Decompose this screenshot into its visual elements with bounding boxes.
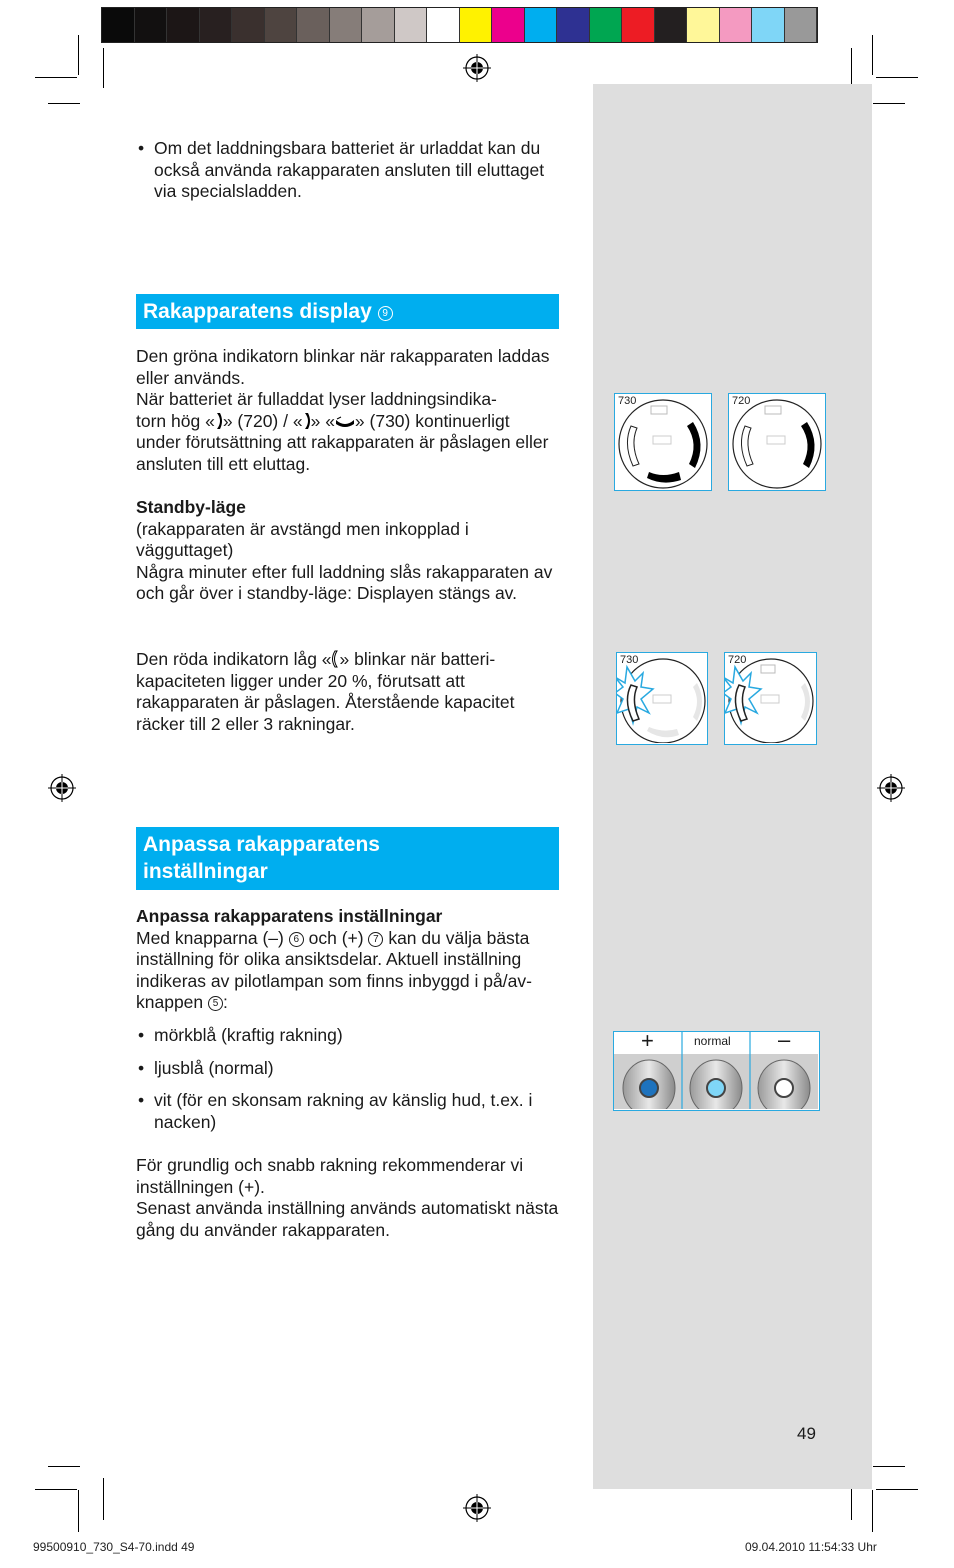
- bullet-text: Om det laddningsbara batteriet är urladdat kan du också använda rakapparaten ansluten till eluttaget via specialsladden.: [154, 138, 545, 202]
- model-label: 720: [732, 395, 751, 407]
- reference-number: 9: [378, 306, 393, 321]
- crop-mark: [78, 1490, 79, 1532]
- crop-mark: [872, 1490, 873, 1532]
- battery-bottom-icon: [335, 416, 355, 428]
- text-fragment: :: [223, 992, 228, 1013]
- text-fragment: och (+): [308, 927, 364, 948]
- low-battery-dial-icon: [725, 653, 815, 743]
- registration-mark-left: [48, 774, 76, 802]
- standby-description: Några minuter efter full laddning slås rakapparaten av och går över i standby-läge: Displayen stängs av.: [136, 561, 553, 604]
- crop-mark: [103, 48, 104, 88]
- display-dial-icon: [729, 394, 824, 489]
- settings-paragraph: [136, 906, 566, 1014]
- page-number: 49: [797, 1424, 816, 1443]
- crop-mark: [35, 1489, 77, 1490]
- color-swatch: [720, 8, 753, 42]
- bullet-text: ljusblå (normal): [154, 1058, 274, 1078]
- normal-label: normal: [694, 1034, 731, 1048]
- color-swatch: [752, 8, 785, 42]
- crop-mark: [873, 1466, 905, 1467]
- setting-item-dark-blue: [138, 1025, 568, 1047]
- minus-label: –: [778, 1027, 791, 1052]
- heading-text: Rakapparatens display: [143, 300, 372, 323]
- memory-text: Senast använda inställning används automatiskt nästa gång du använder rakapparaten.: [136, 1198, 559, 1240]
- heading-line1: Anpassa rakapparatens: [143, 833, 380, 856]
- text-fragment: Med knapparna (–): [136, 927, 284, 948]
- crop-mark: [851, 48, 852, 88]
- footer-timestamp: 09.04.2010 11:54:33 Uhr: [745, 1540, 877, 1554]
- battery-high-icon: [215, 412, 223, 430]
- crop-mark: [48, 1466, 80, 1467]
- standby-paragraph: [136, 497, 566, 605]
- full-charge-line3: under förutsättning att rakapparaten är påslagen eller ansluten till ett eluttag.: [136, 432, 549, 474]
- crop-mark: [48, 103, 80, 104]
- display-figure-730-low: [616, 652, 708, 745]
- model-label: 720: [728, 654, 747, 666]
- bullet-dot: •: [138, 1058, 145, 1078]
- text-fragment: » «: [310, 410, 335, 431]
- color-swatch: [232, 8, 265, 42]
- heading-line2: inställningar: [143, 860, 268, 883]
- settings-outro: [136, 1155, 566, 1241]
- crop-mark: [873, 103, 905, 104]
- setting-item-white: [138, 1090, 533, 1133]
- section-heading-display: [136, 294, 559, 329]
- color-swatch: [135, 8, 168, 42]
- crop-mark: [78, 35, 79, 75]
- crop-mark: [103, 1478, 104, 1520]
- bullet-text: mörkblå (kraftig rakning): [154, 1025, 343, 1045]
- standby-condition: (rakapparaten är avstängd men inkopplad i vägguttaget): [136, 518, 469, 561]
- color-swatch: [265, 8, 298, 42]
- color-swatch: [102, 8, 135, 42]
- bullet-dot: •: [138, 1025, 145, 1045]
- model-label: 730: [618, 395, 637, 407]
- text-fragment: » blinkar när batteri-: [339, 649, 496, 669]
- reference-number: 6: [289, 932, 304, 947]
- settings-subtitle: Anpassa rakapparatens inställningar: [136, 906, 443, 926]
- reference-number: 5: [208, 996, 223, 1011]
- plus-label: +: [641, 1028, 654, 1053]
- model-label: 730: [620, 654, 639, 666]
- text-fragment: kan du välja bästa inställning för olika ansiktsdelar. Aktuell inställning indikeras av pilotlampan som finns inbyggd i på/av-knappen: [136, 927, 532, 1013]
- color-swatch: [622, 8, 655, 42]
- color-swatch: [525, 8, 558, 42]
- section-heading-settings: [136, 827, 559, 890]
- crop-mark: [876, 77, 918, 78]
- footer-file-info: 99500910_730_S4-70.indd 49: [33, 1540, 195, 1554]
- display-figure-730-full: [614, 393, 712, 491]
- settings-text: [136, 928, 566, 1014]
- green-indicator-text: Den gröna indikatorn blinkar när rakapparaten laddas eller används.: [136, 346, 550, 388]
- bullet-text: vit (för en skonsam rakning av känslig hud, t.ex. i nacken): [154, 1090, 533, 1132]
- color-swatch: [687, 8, 720, 42]
- color-swatch: [460, 8, 493, 42]
- intro-bullet: [138, 138, 568, 203]
- battery-low-icon: [332, 650, 340, 668]
- color-swatch: [655, 8, 688, 42]
- color-swatch: [167, 8, 200, 42]
- settings-button-figure: [613, 1027, 820, 1111]
- color-swatch: [330, 8, 363, 42]
- display-figure-720-full: [728, 393, 826, 491]
- crop-mark: [35, 77, 77, 78]
- color-calibration-bar: [101, 7, 818, 43]
- color-swatch: [395, 8, 428, 42]
- registration-mark-top: [463, 54, 491, 82]
- color-swatch: [200, 8, 233, 42]
- reference-number: 7: [368, 932, 383, 947]
- color-swatch: [362, 8, 395, 42]
- standby-title: Standby-läge: [136, 497, 246, 517]
- color-swatch: [590, 8, 623, 42]
- low-battery-paragraph: [136, 649, 566, 735]
- display-paragraph: [136, 346, 566, 476]
- color-swatch: [785, 8, 818, 42]
- text-fragment: » (720) / «: [222, 410, 303, 431]
- low-battery-rest: kapaciteten ligger under 20 %, förutsatt att rakapparaten är påslagen. Återstående kapacitet räcker till 2 eller 3 rakningar.: [136, 670, 515, 734]
- text-fragment: torn hög «: [136, 410, 215, 431]
- setting-item-light-blue: [138, 1058, 568, 1080]
- display-dial-icon: [615, 394, 710, 489]
- crop-mark: [876, 1489, 918, 1490]
- registration-mark-bottom: [463, 1494, 491, 1522]
- low-battery-dial-icon: [617, 653, 707, 743]
- text-fragment: » (730) kontinuerligt: [354, 410, 510, 431]
- color-swatch: [557, 8, 590, 42]
- bullet-dot: •: [138, 1090, 145, 1110]
- display-figure-720-low: [724, 652, 817, 745]
- full-charge-line2: [136, 411, 566, 433]
- color-swatch: [427, 8, 460, 42]
- full-charge-line1: När batteriet är fulladdat lyser laddningsindika-: [136, 389, 497, 410]
- figure-sidebar: [593, 84, 872, 1489]
- registration-mark-right: [877, 774, 905, 802]
- recommendation-text: För grundlig och snabb rakning rekommenderar vi inställningen (+).: [136, 1155, 524, 1197]
- crop-mark: [872, 35, 873, 75]
- battery-high-icon: [303, 412, 311, 430]
- color-swatch: [492, 8, 525, 42]
- bullet-dot: •: [138, 138, 145, 158]
- color-swatch: [297, 8, 330, 42]
- text-fragment: Den röda indikatorn låg «: [136, 649, 332, 669]
